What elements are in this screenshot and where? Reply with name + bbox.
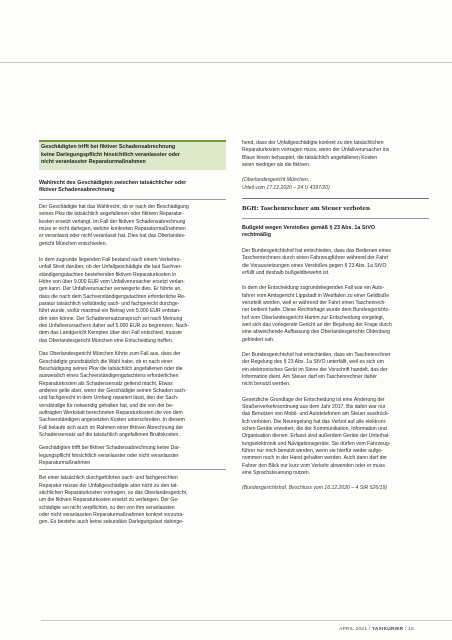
text-line: Fahrer den Blick nur kurz vom Verkehr abwenden oder er muss — [242, 462, 385, 469]
text-line: Der Bundesgerichtshof hat entschieden, dass ein Taschenrechner — [242, 351, 391, 358]
text-line: Fall belaufe sich auch im Rahmen einer fiktiven Abrechnung der — [39, 424, 184, 431]
text-line: ständigengutachten bestehenden fiktiven Reparaturkosten in — [39, 271, 177, 278]
left-column — [39, 140, 226, 527]
page-footer — [0, 620, 452, 640]
headline-line: nicht veranlasster Reparaturmaßnahmen — [41, 159, 146, 166]
text-line: legungspflicht hinsichtlich veranlasster oder nicht veranlasster — [39, 452, 179, 459]
text-line: Der Bundesgerichtshof hat entschieden, dass das Bedienen eines — [242, 247, 391, 254]
text-line: Geschädigte grundsätzlich die Wahl habe, ob er nach einer — [39, 358, 173, 365]
page-number: / 15 — [403, 626, 414, 631]
text-line: gen. Es bestehe auch keine sekundäre Darlegungslast dahinge- — [39, 519, 184, 526]
text-line: gericht München entschieden. — [39, 240, 107, 247]
citation-line: (Oberlandesgericht München, — [242, 177, 310, 184]
text-line: seines Pkw die tatsächlich angefallenen oder fiktiven Reparatur- — [39, 211, 184, 218]
paragraph — [242, 248, 429, 277]
text-line: Straßenverkehrsordnung aus dem Jahr 2017. Bis dahin war nur — [242, 404, 386, 411]
citation — [242, 485, 429, 492]
text-line: lich verboten. Die Neuregelung hat das Verbot auf alle elektroni- — [242, 418, 387, 425]
text-line: oder nicht veranlassten Reparaturmaßnahmen konkret vorzutra- — [39, 512, 184, 519]
section-divider — [242, 198, 429, 199]
text-line: führt wurde, wofür maximal ein Betrag von 5.000 EUR entstan- — [39, 308, 181, 315]
text-line: dem das Landgericht Kempten über den Fall entschied, musste — [39, 330, 182, 337]
text-line: nicht benutzt werden. — [242, 381, 291, 388]
paragraph — [242, 285, 429, 344]
text-line: Schadensersatz auf die tatsächlich angefallenen Bruttokosten. — [39, 431, 180, 438]
text-line: Das Oberlandesgericht München führte zum Fall aus, dass der — [39, 351, 181, 358]
right-column — [242, 140, 429, 493]
text-line: In dem der Entscheidung zugrundeliegenden Fall war ein Auto- — [242, 285, 385, 292]
heading-line: rechtmäßig — [242, 232, 272, 239]
text-line: nommen noch in der Hand gehalten werden. Auch dann darf der — [242, 455, 387, 462]
section-heading — [242, 225, 429, 240]
text-line: Geschädigten trifft bei fiktiver Schadensabrechnung keine Dar- — [39, 445, 181, 452]
text-line: Bei einer tatsächlich durchgeführten sach- und fachgerechten — [39, 475, 178, 482]
text-line: hof vom Oberlandesgericht Hamm zur Entscheidung vorgelegt, — [242, 314, 385, 321]
text-line: schädigte sei nicht verpflichtet, zu den von ihm veranlassten — [39, 504, 175, 511]
heading-rule — [39, 199, 226, 200]
heading-line: fiktiver Schadensabrechnung — [39, 187, 115, 194]
headline-line: Geschädigten trifft bei fiktiver Schadensabrechnung — [41, 144, 176, 150]
folio-separator: / — [367, 626, 373, 631]
section-title: BGH: Taschenrechner am Steuer verboten — [242, 206, 370, 213]
text-line: erfüllt und deshalb bußgeldbewehrt ist. — [242, 269, 330, 276]
paragraph — [242, 352, 429, 389]
page-folio — [339, 626, 414, 631]
text-line: Information dient. Am Steuer darf ein Taschenrechner daher — [242, 374, 377, 380]
paragraph — [39, 204, 226, 248]
text-line: hend, dass der Unfallgeschädigte konkret zu den tatsächlichen — [242, 140, 384, 146]
paragraph-rule — [39, 469, 226, 470]
text-line: Reparatur müsse der Unfallgeschädigte aber nicht zu den tat- — [39, 482, 179, 489]
text-line: weil sich das vorlegende Gericht an der Bejahung der Frage durch — [242, 321, 392, 328]
text-line: Höhe von über 9.000 EUR vom Unfallverursacher ersetzt verlan- — [39, 279, 185, 286]
issue-date: APRIL 2021 — [339, 626, 368, 631]
section-title-rule — [242, 218, 429, 219]
text-line: ein elektronisches Gerät im Sinne der Vorschrift handelt, das der — [242, 366, 388, 373]
text-line: eine Sprachsteuerung nutzen. — [242, 470, 310, 477]
text-line: verurteilt worden, weil er während der Fahrt einen Taschenrech- — [242, 299, 387, 306]
text-line: Reparaturkosten vortragen muss, wenn der Unfallverursacher ins — [242, 147, 390, 154]
citation — [242, 177, 429, 192]
text-line: den sein könne. Der Schadenersatzanspruch sei nach Meinung — [39, 315, 183, 322]
text-line: unfall Streit darüber, ob der Unfallgeschädigte die laut Sachver- — [39, 264, 182, 271]
text-line: Der Geschädigte hat das Wahlrecht, ob er nach der Beschädigung — [39, 203, 189, 210]
top-divider — [0, 62, 452, 63]
paragraph — [242, 140, 429, 169]
text-line: paratur tatsächlich vollständig sach- und fachgerecht durchge- — [39, 301, 180, 308]
text-line: Reparaturmaßnahmen — [39, 459, 91, 466]
text-line: verständige für notwendig gehalten hat, und die von der be- — [39, 402, 174, 409]
text-line: eine abweichende Auffassung des Oberlandesgerichts Oldenburg — [242, 329, 391, 336]
text-line: In dem zugrunde liegenden Fall bestand nach einem Verkehrs- — [39, 257, 181, 264]
text-line: des Unfallverursachers daher auf 5.000 EUR zu begrenzen. Nach- — [39, 323, 190, 330]
citation-line: Urteil vom 17.12.2020 – 24 U 4397/20) — [242, 184, 330, 191]
text-line: Gesetzliche Grundlage der Entscheidung ist eine Änderung der — [242, 396, 385, 403]
section-heading — [39, 180, 226, 195]
text-line: anderes gelte aber, wenn der Geschädigte seinen Schaden sach- — [39, 387, 187, 394]
text-line: seien niedriger als die fiktiven. — [242, 162, 311, 169]
text-line: sächlichen Reparaturkosten vortragen, so das Oberlandesgericht, — [39, 490, 188, 496]
text-line: das Benutzen von Mobil- und Autotelefonen am Steuer ausdrück- — [242, 411, 390, 418]
text-line: der Regelung des § 23 Abs. 1a StVO unterfällt, weil es sich um — [242, 359, 384, 366]
heading-line: Bußgeld wegen Verstoßes gemäß § 23 Abs. 1a StVO — [242, 224, 376, 231]
text-line: tungselektronik und Navigationsgeräte. Sie dürfen vom Fahrzeug- — [242, 440, 391, 447]
heading-line: Wahlrecht des Geschädigten zwischen tatsächlicher oder — [39, 179, 187, 186]
text-line: führer nur noch benutzt werden, wenn sie hierfür weder aufge- — [242, 448, 383, 455]
magazine-name: TAXIKURIER — [372, 626, 404, 631]
text-line: er veranlasst oder nicht veranlasst hat. Dies hat das Oberlandes- — [39, 233, 186, 240]
text-line: kosten ersetzt verlangt. Im Fall der fiktiven Schadensabrechnung — [39, 218, 186, 225]
text-line: dass die nach dem Sachverständigengutachten erforderliche Re- — [39, 293, 186, 300]
text-line: Taschenrechners durch einen Fahrzeugführer während der Fahrt — [242, 255, 389, 262]
article-headline — [39, 140, 226, 170]
text-line: fahrer vom Amtsgericht Lippstadt in Westfalen zu einer Geldbuße — [242, 292, 390, 299]
text-line: und fachgerecht in dem Umfang repariert lässt, den der Sach- — [39, 395, 179, 402]
text-line: muss er nicht darlegen, welche konkreten Reparaturmaßnahmen — [39, 226, 186, 232]
text-line: gehindert sah. — [242, 336, 275, 343]
text-line: Sachverständigen angesetzten Kosten unterschreiten. In diesem — [39, 417, 185, 424]
text-line: ausweislich eines Sachverständigengutachtens erforderlichen — [39, 373, 179, 380]
text-line: Blaue hinein behauptet, die tatsächlich angefallenen Kosten — [242, 154, 378, 161]
text-line: Reparaturkosten als Schadensersatz geltend macht. Etwas — [39, 380, 173, 387]
paragraph — [39, 351, 226, 439]
text-line: schen Geräte erweitert, die der Kommunikation, Information und — [242, 426, 387, 433]
text-line: die Voraussetzungen eines Verstoßes gegen § 23 Abs. 1a StVO — [242, 262, 387, 269]
text-line: Organisation dienen. Erfasst sind außerdem Geräte der Unterhal- — [242, 433, 390, 440]
text-line: um die fiktiven Reparaturkosten ersetzt zu verlangen. Der Ge- — [39, 497, 179, 504]
footer-rule — [41, 620, 452, 621]
paragraph — [39, 475, 226, 526]
text-line: Beschädigung seines Pkw die tatsächlich angefallenen oder die — [39, 365, 183, 372]
paragraph — [39, 257, 226, 345]
text-line: gen kann. Der Unfallverursacher verweigerte dies. Er führte an, — [39, 286, 182, 293]
headline-line: keine Darlegungspflicht hinsichtlich veranlasster oder — [41, 151, 180, 158]
paragraph — [242, 397, 429, 478]
text-line: ner bedient hatte. Diese Rechtsfrage wurde dem Bundesgerichts- — [242, 307, 390, 314]
text-line: auftragten Werkstatt berechneten Reparaturkosten die von dem — [39, 409, 183, 416]
text-line: das Oberlandesgericht München eine Entscheidung treffen. — [39, 337, 174, 344]
citation-line: (Bundesgerichtshof, Beschluss vom 16.12.2020 – 4 StR 526/19) — [242, 485, 387, 492]
paragraph — [39, 445, 226, 467]
